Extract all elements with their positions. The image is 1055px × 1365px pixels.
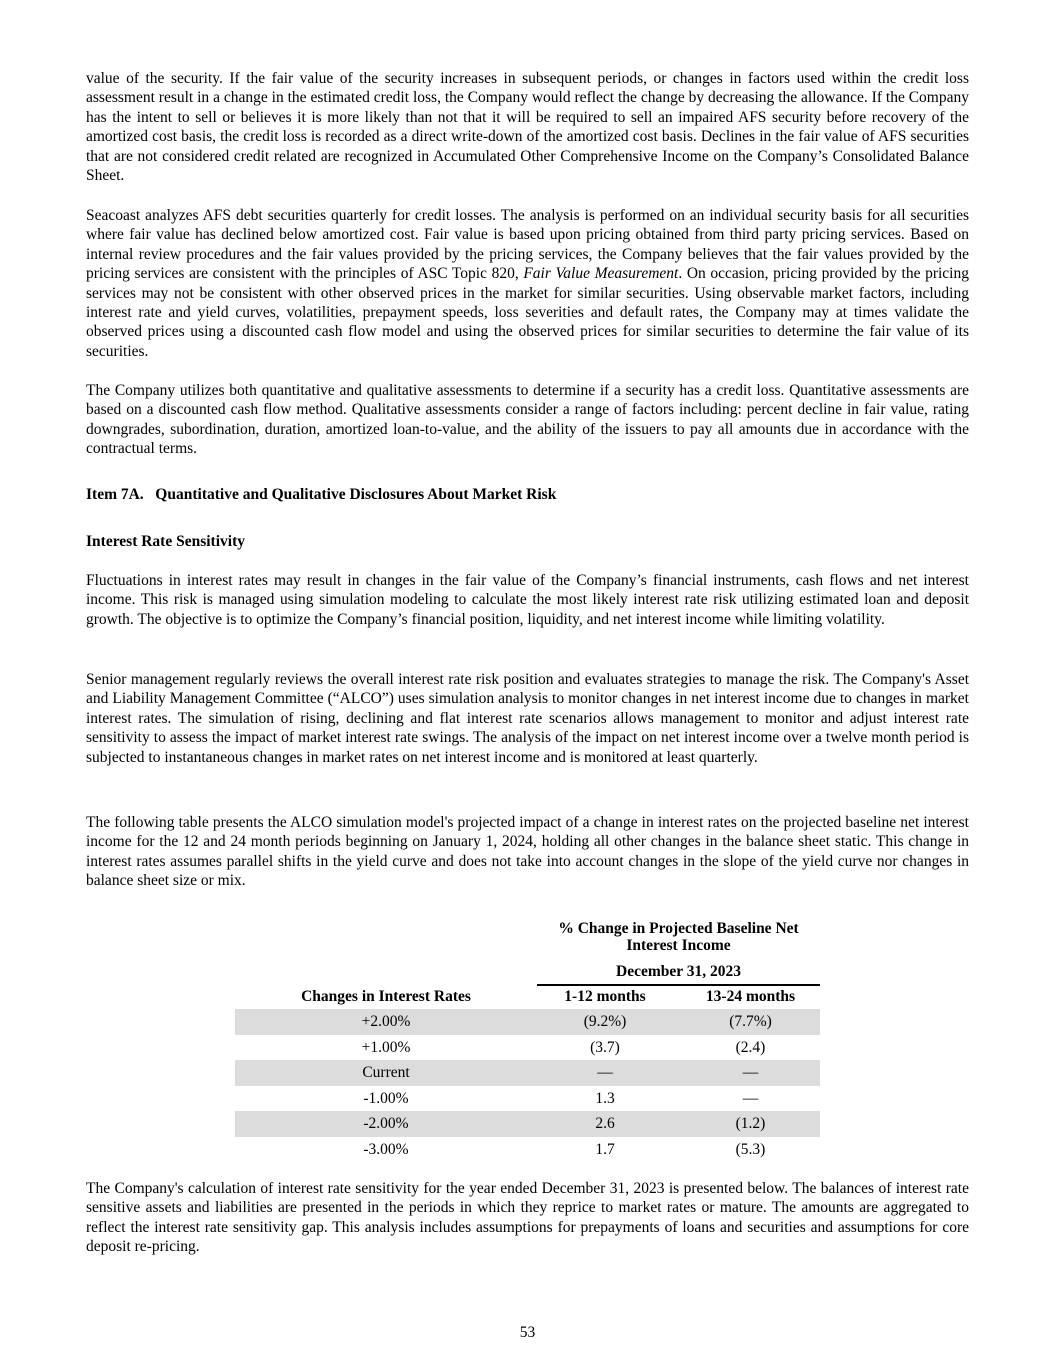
table-cell: (9.2%) (583, 1013, 627, 1030)
table-row (235, 1060, 820, 1086)
subheading: Interest Rate Sensitivity (86, 533, 245, 550)
paragraph-afs-analysis (86, 206, 969, 361)
text: Seacoast analyzes AFS debt securities quarterly for credit losses. The analysis is performed on an individual security basis for all securities where fair value has declined below amortized cost. Fair value is based upon pricing obtained from third party pricing services. Based on internal review procedures and the fair values provided by the pricing services, the Company believes that the fair values provided by the pricing services are consistent with the principles of ASC Topic 820, (86, 207, 969, 283)
date-header: December 31, 2023 (537, 963, 820, 986)
table-cell: +2.00% (361, 1013, 411, 1030)
italic-term: Fair Value Measurement (523, 265, 679, 283)
group-header: % Change in Projected Baseline Net Interest Income (558, 920, 799, 954)
table-cell: — (742, 1064, 759, 1081)
table-cell: — (597, 1064, 613, 1081)
table-cell: (5.3) (735, 1140, 766, 1158)
text: . On occasion, pricing provided by the pricing services may not be consistent with other observed prices in the market for similar securities. Using observable market factors, including interest rate and yield curves, volatilities, prepayment speeds, loss severities and default rates, the Company may at times validate the observed prices using a discounted cash flow model and using the observed prices for similar securities to determine the fair value of its securities. (86, 265, 969, 360)
table-cell: (2.4) (735, 1038, 766, 1056)
table-row (235, 1009, 820, 1035)
table-cell: -1.00% (363, 1089, 409, 1107)
table-cell: (3.7) (590, 1038, 620, 1056)
table-cell: -3.00% (363, 1140, 409, 1158)
column-header: Changes in Interest Rates (301, 988, 471, 1005)
paragraph-sensitivity-gap: The Company's calculation of interest rate sensitivity for the year ended December 31, 2023 is presented below. The balances of interest rate sensitive assets and liabilities are presented in the periods in which they reprice to market rates or mature. The amounts are aggregated to reflect the interest rate sensitivity gap. This analysis includes assumptions for prepayments of loans and securities and assumptions for core deposit re-pricing. (86, 1180, 969, 1256)
table-cell: 1.7 (595, 1140, 615, 1158)
table-cell: (7.7%) (729, 1013, 772, 1030)
table-cell: -2.00% (363, 1115, 409, 1132)
paragraph-assessments: The Company utilizes both quantitative and qualitative assessments to determine if a security has a credit loss. Quantitative assessments are based on a discounted cash flow method. Qualitative assessments consider a range of factors including: percent decline in fair value, rating downgrades, subordination, duration, amortized loan-to-value, and the ability of the issuers to pay all amounts due in accordance with the contractual terms. (86, 382, 969, 458)
paragraph-table-intro: The following table presents the ALCO simulation model's projected impact of a change in interest rates on the projected baseline net interest income for the 12 and 24 month periods beginning on January 1, 2024, holding all other changes in the balance sheet static. This change in interest rates assumes parallel shifts in the yield curve and does not take into account changes in the slope of the yield curve nor changes in balance sheet size or mix. (86, 814, 969, 890)
table-cell: +1.00% (361, 1038, 411, 1056)
paragraph-senior-management: Senior management regularly reviews the overall interest rate risk position and evaluates strategies to manage the risk. The Company's Asset and Liability Management Committee (“ALCO”) uses simulation analysis to monitor changes in net interest income due to changes in market interest rates. The simulation of rising, declining and flat interest rate scenarios allows management to monitor and adjust interest rate sensitivity to assess the impact of market interest rate swings. The analysis of the impact on net interest income over a twelve month period is subjected to instantaneous changes in market rates on net interest income and is monitored at least quarterly. (86, 671, 969, 766)
table-row (235, 1086, 820, 1112)
item-heading: Item 7A. Quantitative and Qualitative Disclosures About Market Risk (86, 486, 557, 503)
table-cell: (1.2) (735, 1115, 766, 1132)
table-cell: — (742, 1089, 759, 1107)
paragraph-fluctuations: Fluctuations in interest rates may result in changes in the fair value of the Company’s financial instruments, cash flows and net interest income. This risk is managed using simulation modeling to calculate the most likely interest rate risk utilizing estimated loan and deposit growth. The objective is to optimize the Company’s financial position, liquidity, and net interest income while limiting volatility. (86, 572, 969, 628)
table-cell: 2.6 (595, 1115, 615, 1132)
table-cell: Current (362, 1064, 410, 1081)
column-header: 13-24 months (681, 988, 820, 1011)
paragraph-credit-loss: value of the security. If the fair value of the security increases in subsequent periods, or changes in factors used within the credit loss assessment result in a change in the estimated credit loss, the Company would reflect the change by decreasing the allowance. If the Company has the intent to sell or believes it is more likely than not that it will be required to sell an impaired AFS security before recovery of the amortized cost basis, the credit loss is recorded as a direct write-down of the amortized cost basis. Declines in the fair value of AFS securities that are not considered credit related are recognized in Accumulated Other Comprehensive Income on the Company’s Consolidated Balance Sheet. (86, 70, 969, 185)
table-row (235, 1111, 820, 1137)
table-row (235, 1137, 820, 1163)
column-header: 1-12 months (537, 988, 673, 1011)
table-row (235, 1035, 820, 1061)
table-cell: 1.3 (595, 1089, 615, 1107)
page-number: 53 (519, 1324, 536, 1341)
